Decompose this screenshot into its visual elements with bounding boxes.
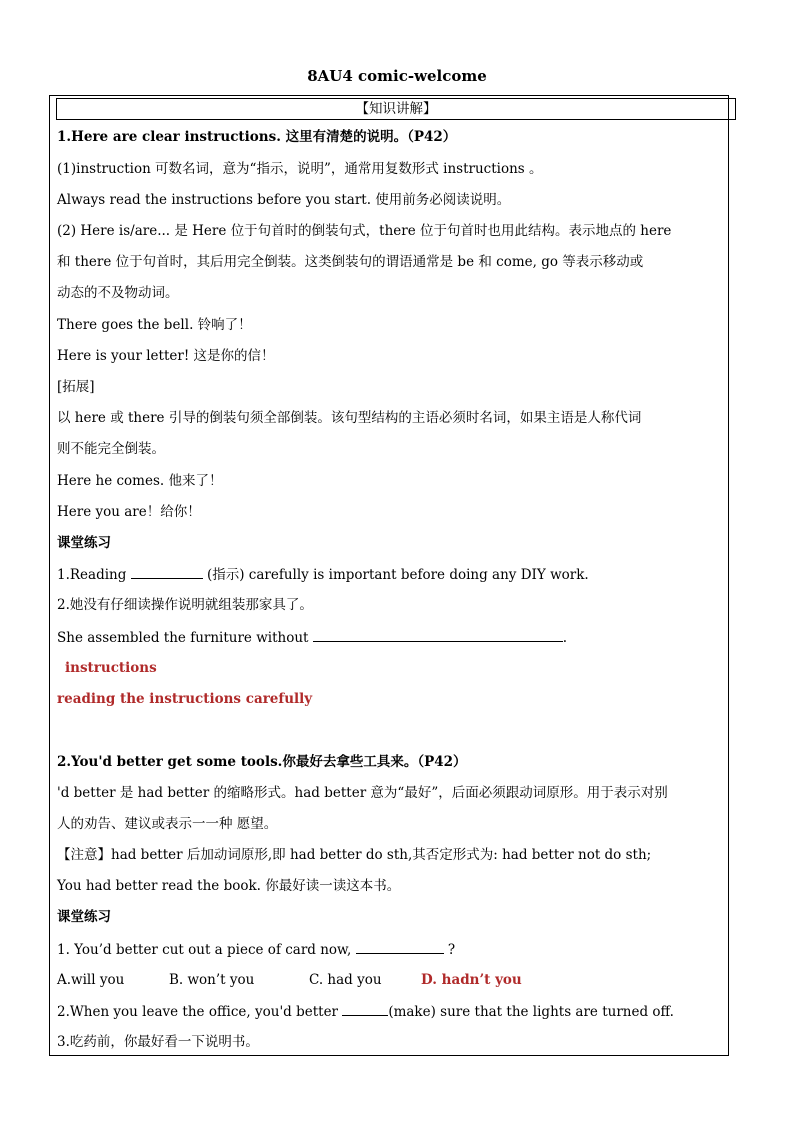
exercise-text: ? <box>443 942 456 958</box>
section-header: 【知识讲解】 <box>56 98 736 120</box>
exercise-1 <box>57 564 725 585</box>
exercise-2-sentence <box>57 627 725 648</box>
point-2-heading: 2.You'd better get some tools.你最好去拿些工具来。（P42） <box>57 754 467 770</box>
practice-heading: 课堂练习 <box>57 535 111 551</box>
text-line: 人的劝告、建议或表示一一种 愿望。 <box>57 816 278 832</box>
option-a: A.will you <box>57 972 125 988</box>
exercise-text: (指示) carefully is important before doing any DIY work. <box>202 567 589 583</box>
page-title: 8AU4 comic-welcome <box>307 67 487 85</box>
exercise-2: 2.她没有仔细读操作说明就组装那家具了。 <box>57 597 313 613</box>
answer-2: reading the instructions carefully <box>57 691 313 707</box>
option-c: C. had you <box>309 972 382 988</box>
example-sentence: You had better read the book. 你最好读一读这本书。 <box>57 878 401 894</box>
exercise-1 <box>57 939 725 960</box>
example-sentence: Always read the instructions before you start. 使用前务必阅读说明。 <box>57 192 511 208</box>
answer-1: instructions <box>65 660 157 676</box>
point-1-heading: 1.Here are clear instructions. 这里有清楚的说明。（P42） <box>57 129 457 145</box>
option-b: B. won’t you <box>169 972 255 988</box>
exercise-text: She assembled the furniture without <box>57 630 313 646</box>
text-line: (2) Here is/are... 是 Here 位于句首时的倒装句式，there 位于句首时也用此结构。表示地点的 here <box>57 223 672 239</box>
text-line: 和 there 位于句首时，其后用完全倒装。这类倒装句的谓语通常是 be 和 come, go 等表示移动或 <box>57 254 644 270</box>
exercise-text: 2.When you leave the office, you'd better <box>57 1004 343 1020</box>
option-d-answer: D. hadn’t you <box>421 972 522 988</box>
exercise-text: 1. You’d better cut out a piece of card now, <box>57 942 356 958</box>
text-line: 则不能完全倒装。 <box>57 441 165 457</box>
answer-blank <box>313 627 563 642</box>
practice-heading: 课堂练习 <box>57 909 111 925</box>
text-line: 以 here 或 there 引导的倒装句须全部倒装。该句型结构的主语必须时名词，如果主语是人称代词 <box>57 410 642 426</box>
exercise-text: . <box>562 630 568 646</box>
extension-label: [拓展] <box>57 379 95 395</box>
answer-blank <box>131 564 203 579</box>
note-line: 【注意】had better 后加动词原形,即 had better do sth,其否定形式为: had better not do sth; <box>57 847 652 863</box>
exercise-text: 1.Reading <box>57 567 131 583</box>
example-sentence: Here is your letter! 这是你的信！ <box>57 348 275 364</box>
example-sentence: There goes the bell. 铃响了！ <box>57 317 252 333</box>
exercise-text: (make) sure that the lights are turned off. <box>388 1004 674 1020</box>
example-sentence: Here he comes. 他来了！ <box>57 473 223 489</box>
text-line: (1)instruction 可数名词，意为“指示，说明”，通常用复数形式 instructions 。 <box>57 161 543 177</box>
example-sentence: Here you are！给你！ <box>57 504 201 520</box>
answer-blank <box>342 1001 388 1016</box>
text-line: 动态的不及物动词。 <box>57 285 179 301</box>
text-line: 'd better 是 had better 的缩略形式。had better 意为“最好”，后面必须跟动词原形。用于表示对别 <box>57 785 668 801</box>
answer-blank <box>356 939 444 954</box>
exercise-3: 3.吃药前，你最好看一下说明书。 <box>57 1034 259 1050</box>
exercise-2 <box>57 1001 725 1022</box>
